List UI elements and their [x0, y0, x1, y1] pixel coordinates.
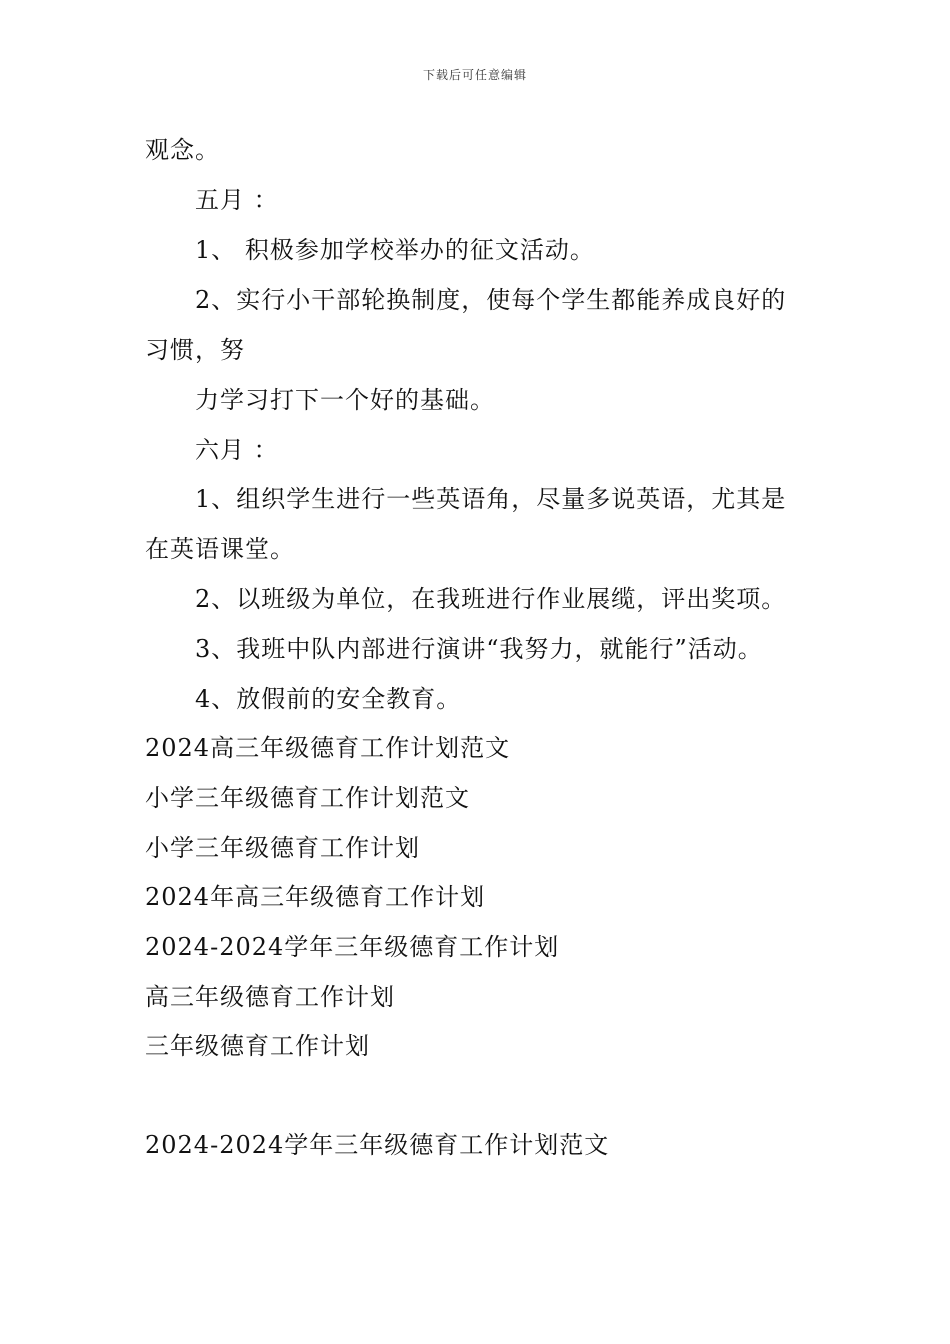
section-heading-may: 五月 ：	[195, 186, 279, 214]
text-line: 3、我班中队内部进行演讲“我努力，就能行”活动。	[195, 635, 763, 663]
text-line: 2、实行小干部轮换制度，使每个学生都能养成良好的	[195, 286, 787, 314]
text-line: 观念。	[145, 136, 220, 164]
section-heading-june: 六月 ：	[195, 436, 279, 464]
page-header: 下载后可任意编辑	[422, 68, 527, 82]
text-line: 习惯，努	[145, 336, 245, 364]
text-line: 在英语课堂。	[145, 535, 295, 563]
related-link[interactable]: 三年级德育工作计划	[145, 1032, 370, 1060]
related-link[interactable]: 2024高三年级德育工作计划范文	[145, 734, 511, 762]
related-link[interactable]: 小学三年级德育工作计划	[145, 834, 420, 862]
text-line: 2、以班级为单位，在我班进行作业展缆，评出奖项。	[195, 585, 787, 613]
text-line: 1、组织学生进行一些英语角，尽量多说英语，尤其是	[195, 485, 787, 513]
text-line: 4、放假前的安全教育。	[195, 685, 462, 713]
related-link[interactable]: 小学三年级德育工作计划范文	[145, 784, 470, 812]
related-link[interactable]: 2024年高三年级德育工作计划	[145, 883, 486, 911]
text-line: 力学习打下一个好的基础。	[195, 386, 495, 414]
text-line: 1、 积极参加学校举办的征文活动。	[195, 236, 595, 264]
related-link[interactable]: 2024-2024学年三年级德育工作计划	[145, 933, 560, 961]
document-title: 2024-2024学年三年级德育工作计划范文	[145, 1131, 610, 1159]
related-link[interactable]: 高三年级德育工作计划	[145, 983, 395, 1011]
